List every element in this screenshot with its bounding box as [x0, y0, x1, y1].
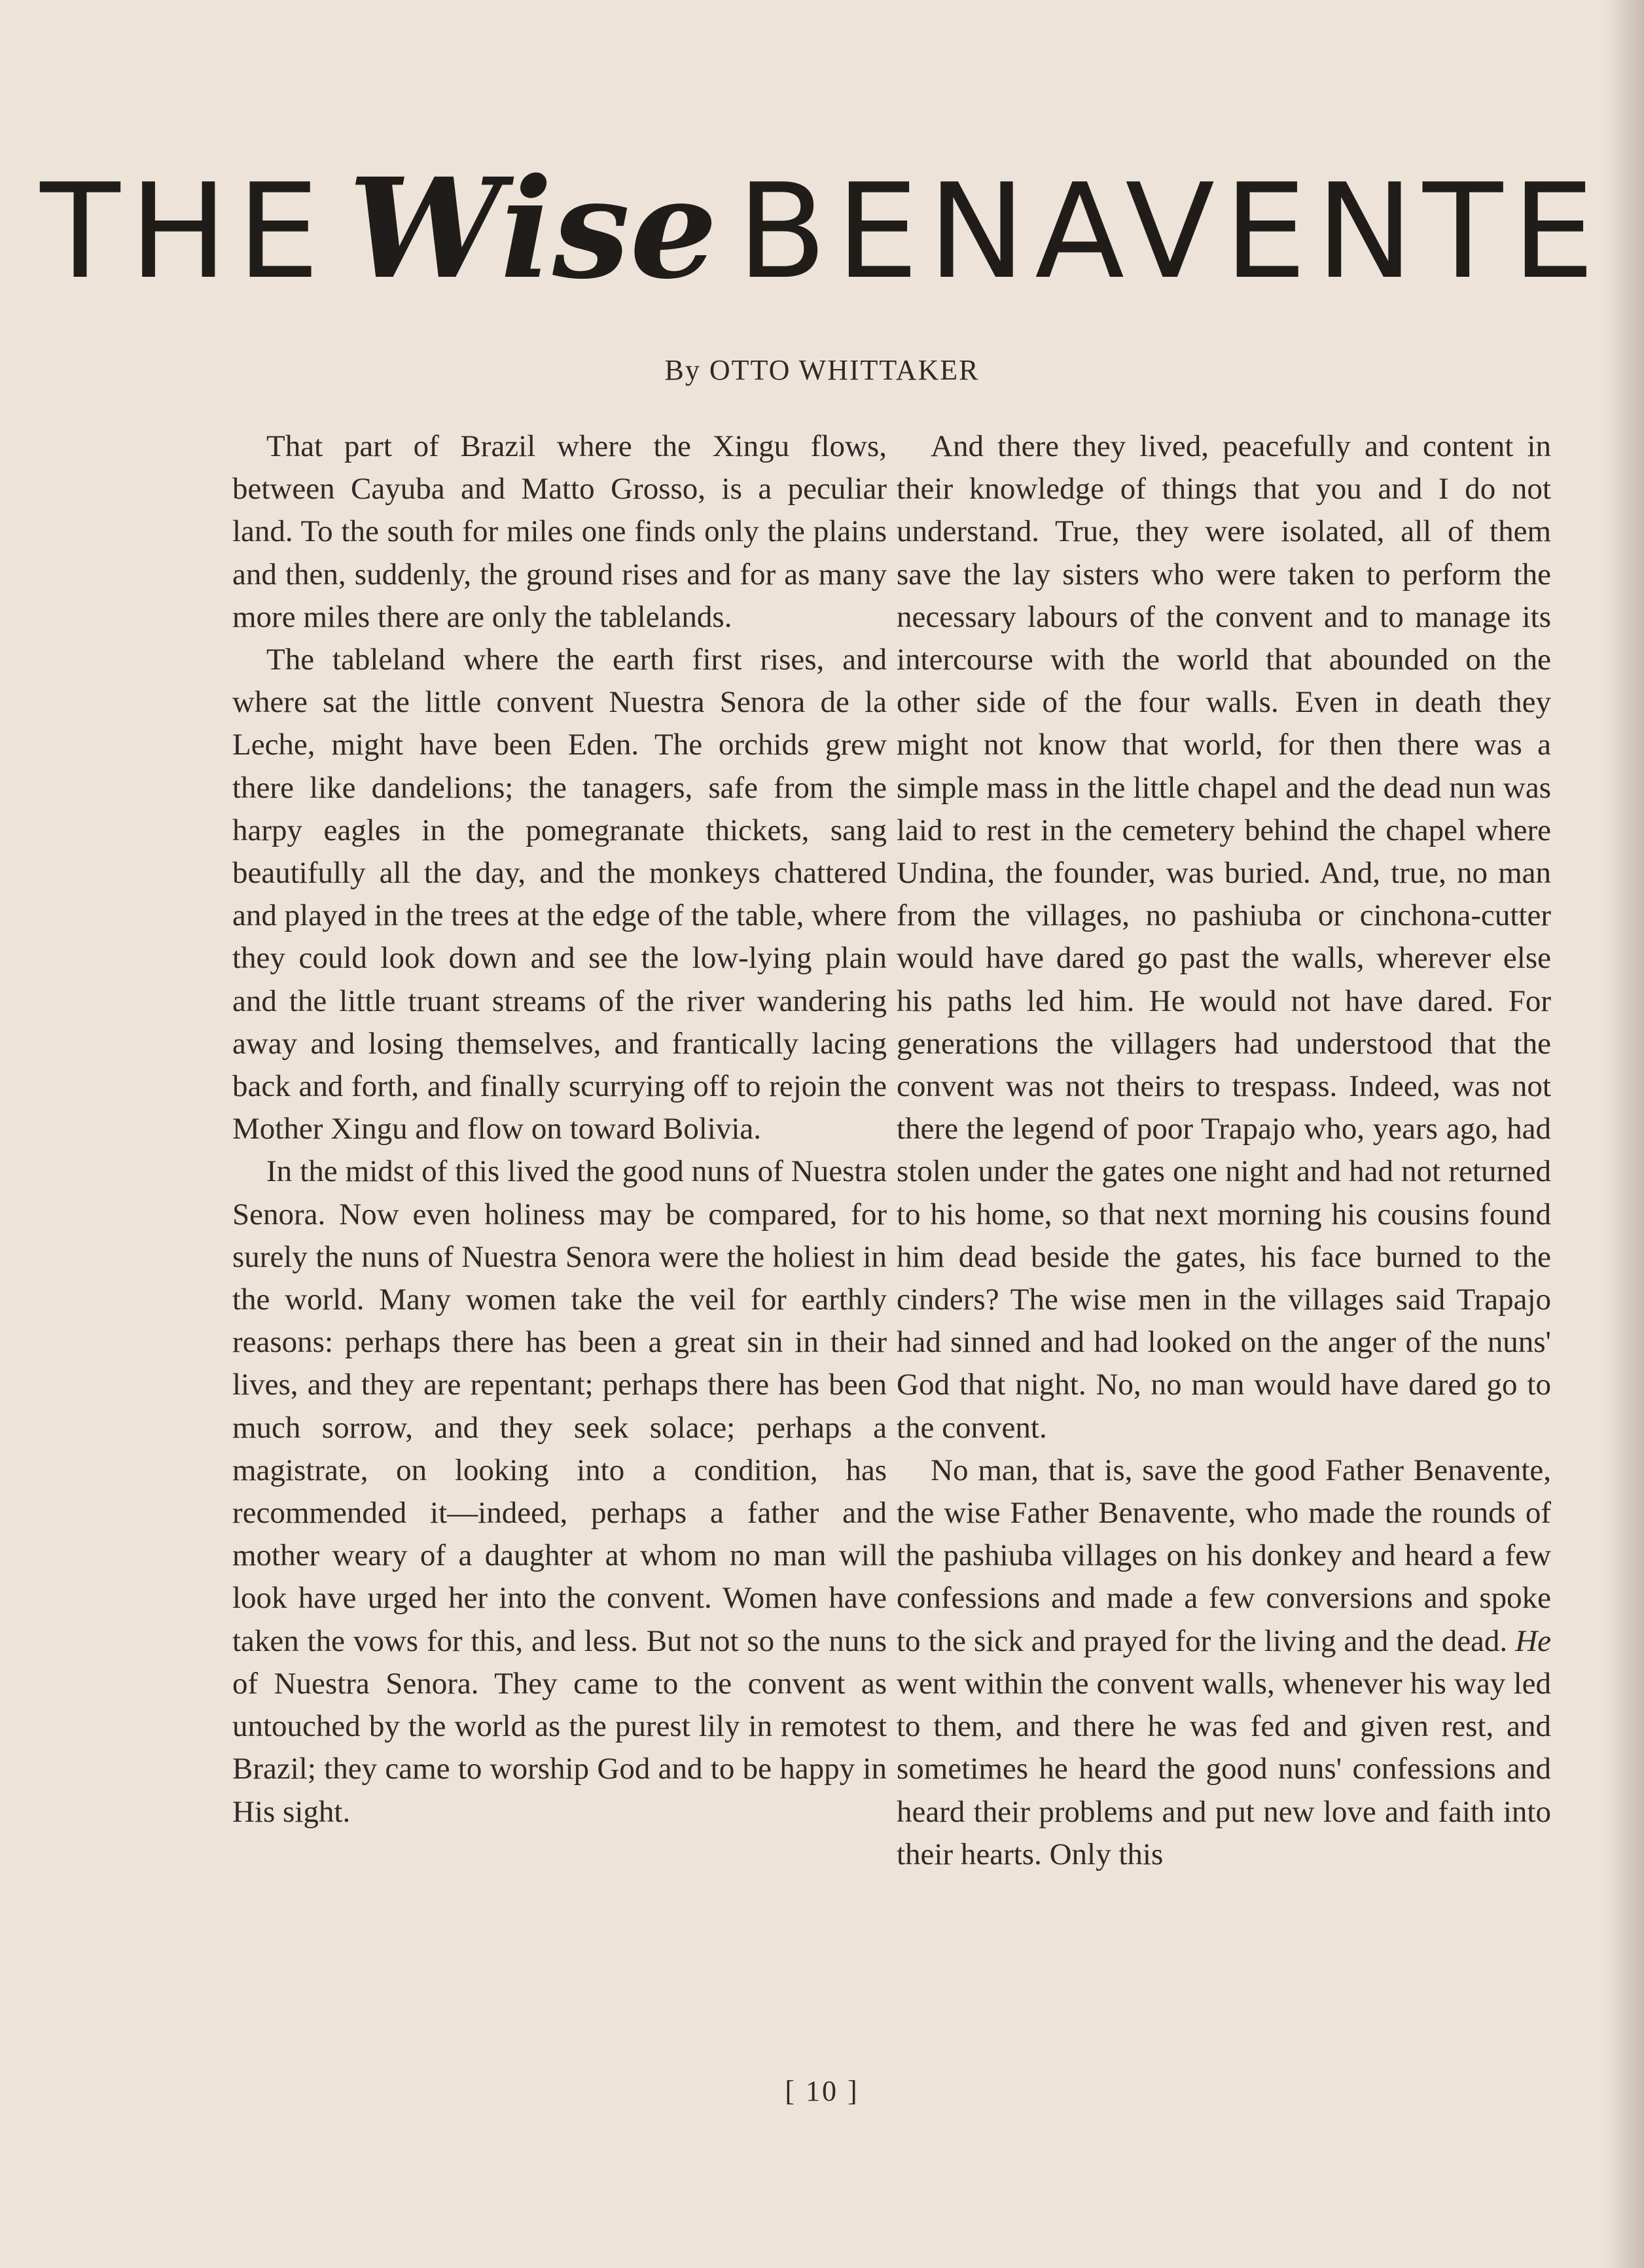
left-column — [232, 425, 887, 1834]
italic-he: He — [1515, 1623, 1551, 1658]
paragraph: And there they lived, peacefully and content in their knowledge of things that you and I do not understand. True, they were isolated, all of them save the lay sisters who were taken to perform the necessary labours of the convent and to manage its intercourse with the world that abounded on the other side of the four walls. Even in death they might not know that world, for then there was a simple mass in the little chapel and the dead nun was laid to rest in the cemetery behind the chapel where Undina, the founder, was buried. And, true, no man from the villages, no pashiuba or cinchona-cutter would have dared go past the walls, wherever else his paths led him. He would not have dared. For generations the villagers had understood that the convent was not theirs to trespass. Indeed, was not there the legend of poor Trapajo who, years ago, had stolen under the gates one night and had not returned to his home, so that next morning his cousins found him dead beside the gates, his face burned to the cinders? The wise men in the villages said Trapajo had sinned and had looked on the anger of the nuns' God that night. No, no man would have dared go to the convent. — [897, 429, 1551, 1445]
paragraph-text: No man, that is, save the good Father Benavente, the wise Father Benavente, who made the rounds of the pashiuba villages on his donkey and heard a few confessions and made a few conversions and spoke to the sick and prayed for the living and the dead. — [897, 1453, 1551, 1658]
story-title — [0, 148, 1644, 310]
page-number: [ 10 ] — [785, 2075, 859, 2107]
title-the: THE — [40, 156, 329, 308]
right-column — [897, 425, 1551, 1876]
paragraph: In the midst of this lived the good nuns of Nuestra Senora. Now even holiness may be compared, for surely the nuns of Nuestra Senora were the holiest in the world. Many women take the veil for earthly reasons: perhaps there has been a great sin in their lives, and they are repentant; perhaps there has been much sorrow, and they seek solace; perhaps a magistrate, on looking into a condition, has recommended it—indeed, perhaps a father and mother weary of a daughter at whom no man will look have urged her into the convent. Women have taken the vows for this, and less. But not so the nuns of Nuestra Senora. They came to the convent as untouched by the world as the purest lily in remotest Brazil; they came to worship God and to be happy in His sight. — [232, 1154, 887, 1829]
page-edge-shadow — [1605, 0, 1644, 2268]
paragraph-text: went within the convent walls, whenever his way led to them, and there he was fed and given rest, and sometimes he heard the good nuns' confessions and heard their problems and put new love and faith into their hearts. Only this — [897, 1666, 1551, 1871]
title-benavente: BENAVENTE — [737, 156, 1604, 308]
paragraph: That part of Brazil where the Xingu flows, between Cayuba and Matto Grosso, is a peculiar land. To the south for miles one finds only the plains and then, suddenly, the ground rises and for as many more miles there are only the tablelands. — [232, 429, 887, 634]
byline: By OTTO WHITTAKER — [664, 354, 980, 386]
title-wise: Wise — [348, 148, 718, 310]
paragraph: The tableland where the earth first rises, and where sat the little convent Nuestra Senora de la Leche, might have been Eden. The orchids grew there like dandelions; the tanagers, safe from the harpy eagles in the pomegranate thickets, sang beautifully all the day, and the monkeys chattered and played in the trees at the edge of the table, where they could look down and see the low-lying plain and the little truant streams of the river wandering away and losing themselves, and frantically lacing back and forth, and finally scurrying off to rejoin the Mother Xingu and flow on toward Bolivia. — [232, 643, 887, 1146]
paragraph — [897, 1449, 1551, 1876]
